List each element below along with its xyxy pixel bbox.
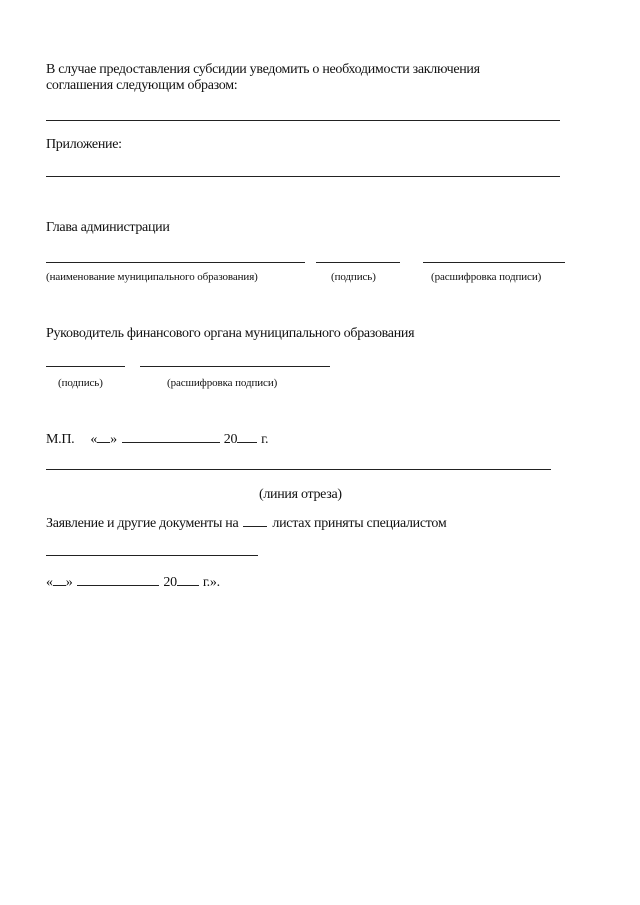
subsidy-notice-line-1: В случае предоставления субсидии уведомить о необходимости заключения <box>46 62 480 77</box>
seal-month-field[interactable] <box>122 430 220 443</box>
head-admin-caption-decoding: (расшифровка подписи) <box>431 271 542 283</box>
receipt-open-quote: « <box>46 575 53 590</box>
receipt-specialist-line[interactable] <box>46 555 258 556</box>
receipt-sheets-count-field[interactable] <box>243 514 267 527</box>
receipt-statement-start: Заявление и другие документы на <box>46 516 239 531</box>
seal-mp-label: М.П. <box>46 432 75 447</box>
cut-line-label: (линия отреза) <box>259 487 342 502</box>
head-admin-caption-signature: (подпись) <box>331 271 376 283</box>
seal-close-quote: » <box>110 432 117 447</box>
receipt-close-quote: » <box>65 575 73 590</box>
head-admin-signature-line[interactable] <box>316 262 400 263</box>
seal-day-field[interactable] <box>97 430 110 443</box>
subsidy-notice-fill-line[interactable] <box>46 120 560 121</box>
receipt-year-suffix: г.». <box>202 575 220 590</box>
finance-head-caption-decoding: (расшифровка подписи) <box>167 377 278 389</box>
appendix-fill-line[interactable] <box>46 176 560 177</box>
seal-year-prefix: 20 <box>223 432 238 447</box>
receipt-day-field[interactable] <box>53 573 66 586</box>
receipt-date-row <box>46 573 220 591</box>
finance-head-caption-signature: (подпись) <box>58 377 103 389</box>
head-admin-title: Глава администрации <box>46 220 170 235</box>
subsidy-notice-line-2: соглашения следующим образом: <box>46 78 238 93</box>
receipt-statement-row <box>46 514 446 532</box>
head-admin-decoding-line[interactable] <box>423 262 565 263</box>
head-admin-municipality-line[interactable] <box>46 262 305 263</box>
seal-year-suffix: г. <box>261 432 269 447</box>
receipt-year-prefix: 20 <box>163 575 177 590</box>
receipt-statement-end: листах приняты специалистом <box>272 516 447 531</box>
finance-head-signature-line[interactable] <box>46 366 125 367</box>
finance-head-title: Руководитель финансового органа муниципального образования <box>46 326 415 341</box>
seal-open-quote: « <box>90 432 98 447</box>
finance-head-decoding-line[interactable] <box>140 366 330 367</box>
seal-year-field[interactable] <box>237 430 257 443</box>
receipt-year-field[interactable] <box>177 573 199 586</box>
head-admin-caption-municipality: (наименование муниципального образования) <box>46 271 258 283</box>
seal-date-row <box>46 430 268 448</box>
receipt-month-field[interactable] <box>77 573 159 586</box>
cut-line <box>46 469 551 470</box>
appendix-label: Приложение: <box>46 137 122 152</box>
